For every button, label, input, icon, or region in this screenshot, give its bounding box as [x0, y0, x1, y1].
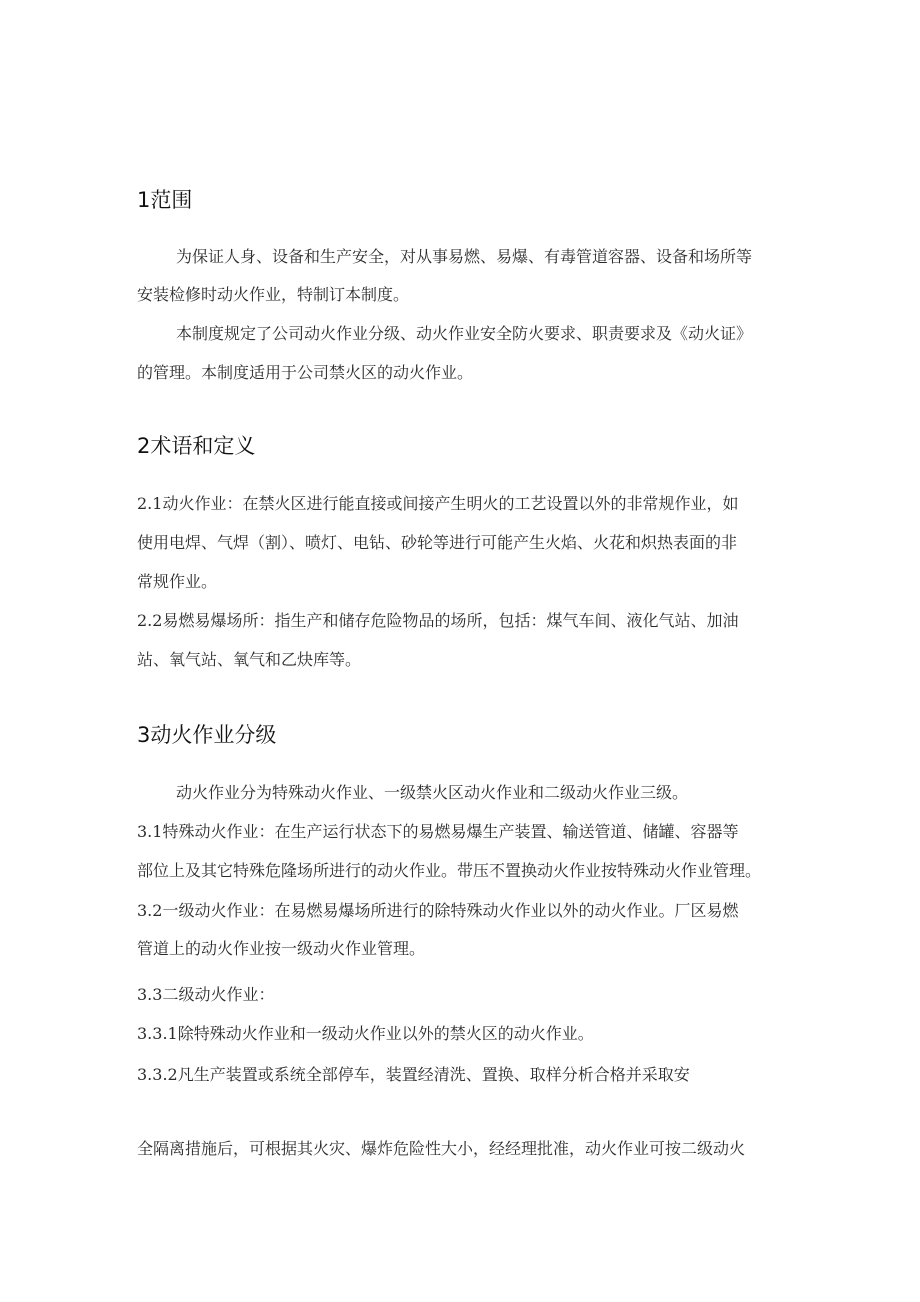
section-3-line: 3.1特殊动火作业：在生产运行状态下的易燃易爆生产装置、输送管道、储罐、容器等 [137, 822, 739, 841]
section-2-line: 2.1动火作业：在禁火区进行能直接或间接产生明火的工艺设置以外的非常规作业，如 [137, 494, 739, 513]
section-1-line: 为保证人身、设备和生产安全，对从事易燃、易爆、有毒管道容器、设备和场所等 [176, 247, 753, 266]
section-2-line: 常规作业。 [137, 572, 218, 591]
section-2-line: 站、氧气站、氧气和乙炔库等。 [137, 650, 362, 669]
section-1-heading: 1范围 [137, 188, 193, 212]
section-1-line: 本制度规定了公司动火作业分级、动火作业安全防火要求、职责要求及《动火证》 [176, 324, 753, 343]
section-2-line: 2.2易燃易爆场所：指生产和储存危险物品的场所，包括：煤气车间、液化气站、加油 [137, 611, 739, 630]
section-3-line: 3.3.1除特殊动火作业和一级动火作业以外的禁火区的动火作业。 [137, 1024, 594, 1043]
section-3-line: 3.3.2凡生产装置或系统全部停车，装置经清洗、置换、取样分析合格并采取安 [137, 1065, 690, 1084]
section-3-line: 3.2一级动火作业：在易燃易爆场所进行的除特殊动火作业以外的动火作业。厂区易燃 [137, 901, 739, 920]
section-3-line: 动火作业分为特殊动火作业、一级禁火区动火作业和二级动火作业三级。 [176, 783, 689, 802]
section-3-heading: 3动火作业分级 [137, 723, 277, 747]
section-1-line: 的管理。本制度适用于公司禁火区的动火作业。 [137, 363, 474, 382]
section-3-line: 管道上的动火作业按一级动火作业管理。 [137, 939, 426, 958]
section-3-line: 3.3二级动火作业： [137, 985, 275, 1004]
section-3-line: 部位上及其它特殊危隆场所进行的动火作业。带压不置换动火作业按特殊动火作业管理。 [137, 861, 762, 880]
section-1-line: 安装检修时动火作业，特制订本制度。 [137, 285, 410, 304]
section-2-heading: 2术语和定义 [137, 434, 256, 458]
section-2-line: 使用电焊、气焊（割）、喷灯、电钻、砂轮等进行可能产生火焰、火花和炽热表面的非 [137, 533, 738, 552]
section-3-line: 全隔离措施后，可根据其火灾、爆炸危险性大小，经经理批准，动火作业可按二级动火 [137, 1139, 746, 1158]
